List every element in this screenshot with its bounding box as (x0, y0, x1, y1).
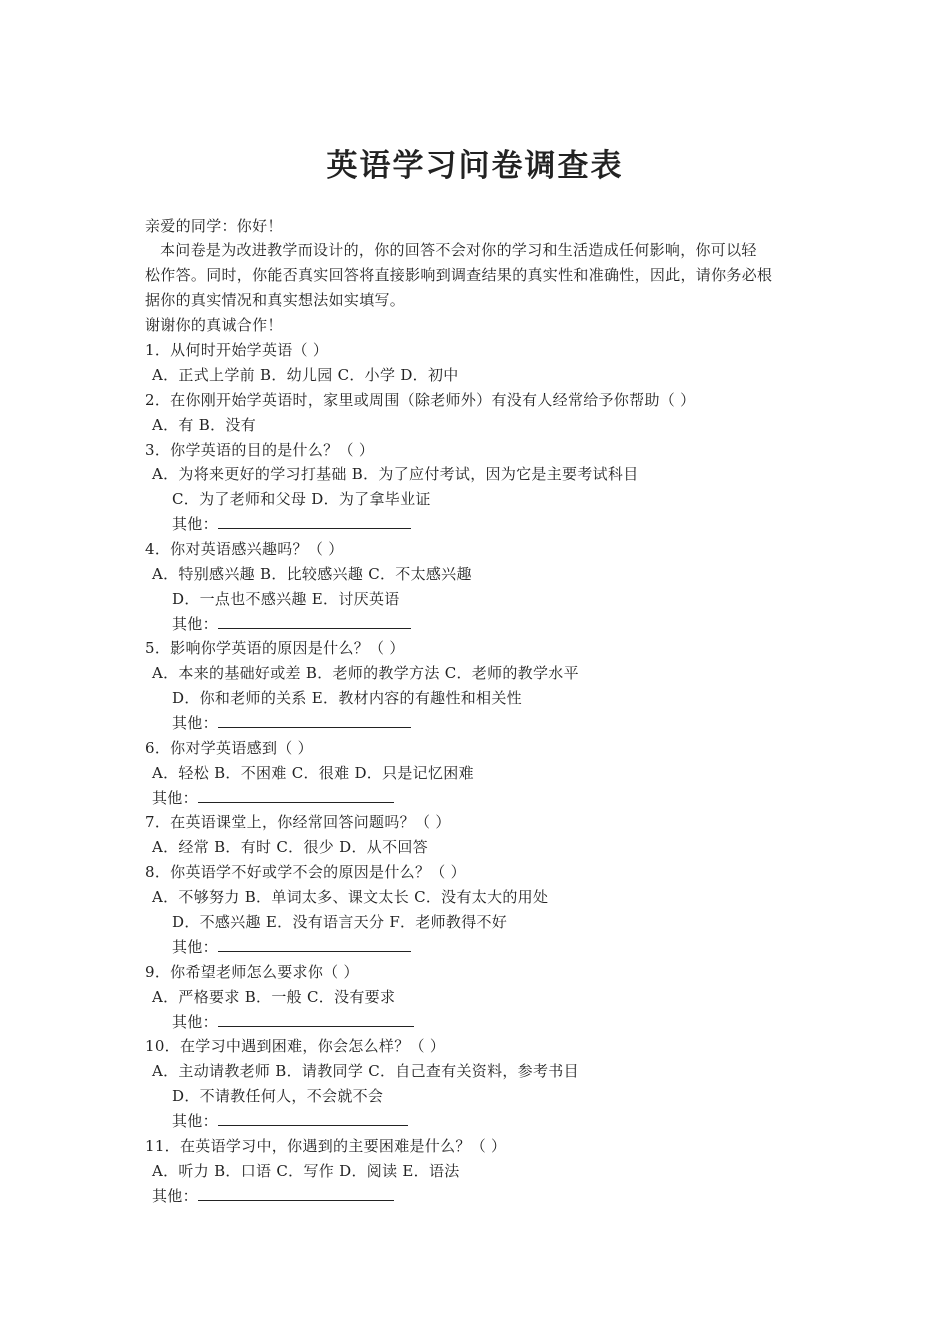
question-3-options-1: A．为将来更好的学习打基础 B．为了应付考试，因为它是主要考试科目 (152, 465, 639, 483)
question-3-other (172, 512, 411, 536)
other-answer-blank[interactable] (218, 936, 411, 952)
other-answer-blank[interactable] (218, 513, 411, 529)
other-answer-blank[interactable] (198, 787, 394, 803)
question-4: 4．你对英语感兴趣吗？（ ） (145, 540, 344, 558)
other-label: 其他： (172, 938, 218, 956)
question-6-options: A．轻松 B．不困难 C．很难 D．只是记忆困难 (152, 764, 474, 782)
intro-line-2: 松作答。同时，你能否真实回答将直接影响到调查结果的真实性和准确性，因此，请你务必根 (145, 266, 773, 284)
question-5-options-1: A．本来的基础好或差 B．老师的教学方法 C．老师的教学水平 (152, 664, 579, 682)
question-10: 10．在学习中遇到困难，你会怎么样？（ ） (145, 1037, 446, 1055)
question-4-options-2: D．一点也不感兴趣 E．讨厌英语 (172, 590, 400, 608)
intro-line-3: 据你的真实情况和真实想法如实填写。 (145, 291, 406, 309)
question-6: 6．你对学英语感到（ ） (145, 739, 313, 757)
other-label: 其他： (172, 615, 218, 633)
question-10-options-1: A．主动请教老师 B．请教同学 C．自己查有关资料，参考书目 (152, 1062, 579, 1080)
question-8: 8．你英语学不好或学不会的原因是什么？（ ） (145, 863, 466, 881)
other-label: 其他： (172, 714, 218, 732)
other-answer-blank[interactable] (218, 1011, 414, 1027)
other-label: 其他： (172, 1112, 218, 1130)
question-9-other (172, 1010, 414, 1034)
question-3-options-2: C．为了老师和父母 D．为了拿毕业证 (172, 490, 431, 508)
question-8-options-1: A．不够努力 B．单词太多、课文太长 C．没有太大的用处 (152, 888, 549, 906)
question-4-options-1: A．特别感兴趣 B．比较感兴趣 C．不太感兴趣 (152, 565, 472, 583)
question-5-other (172, 711, 411, 735)
question-10-other (172, 1109, 408, 1133)
question-6-other (152, 786, 394, 810)
question-9: 9．你希望老师怎么要求你（ ） (145, 963, 359, 981)
question-1: 1．从何时开始学英语（ ） (145, 341, 329, 359)
question-11-options: A．听力 B．口语 C．写作 D．阅读 E．语法 (152, 1162, 460, 1180)
question-5: 5．影响你学英语的原因是什么？（ ） (145, 639, 405, 657)
other-label: 其他： (152, 1187, 198, 1205)
question-11: 11．在英语学习中，你遇到的主要困难是什么？（ ） (145, 1137, 507, 1155)
other-answer-blank[interactable] (218, 1110, 408, 1126)
question-1-options: A．正式上学前 B．幼儿园 C．小学 D．初中 (152, 366, 459, 384)
question-7-options: A．经常 B．有时 C．很少 D．从不回答 (152, 838, 428, 856)
document-title: 英语学习问卷调查表 (326, 148, 624, 184)
question-8-other (172, 935, 411, 959)
greeting: 亲爱的同学：你好！ (145, 217, 283, 235)
question-7: 7．在英语课堂上，你经常回答问题吗？（ ） (145, 813, 451, 831)
other-answer-blank[interactable] (198, 1185, 394, 1201)
question-10-options-2: D．不请教任何人，不会就不会 (172, 1087, 384, 1105)
question-11-other (152, 1184, 394, 1208)
other-label: 其他： (172, 1013, 218, 1031)
question-5-options-2: D．你和老师的关系 E．教材内容的有趣性和相关性 (172, 689, 522, 707)
question-2-options: A．有 B．没有 (152, 416, 257, 434)
other-label: 其他： (172, 515, 218, 533)
question-2: 2．在你刚开始学英语时，家里或周围（除老师外）有没有人经常给予你帮助（ ） (145, 391, 696, 409)
intro-line-1: 本问卷是为改进教学而设计的，你的回答不会对你的学习和生活造成任何影响，你可以轻 (160, 241, 757, 259)
question-9-options: A．严格要求 B．一般 C．没有要求 (152, 988, 396, 1006)
question-8-options-2: D．不感兴趣 E．没有语言天分 F．老师教得不好 (172, 913, 508, 931)
question-3: 3．你学英语的目的是什么？（ ） (145, 441, 375, 459)
other-answer-blank[interactable] (218, 613, 411, 629)
question-4-other (172, 612, 411, 636)
thanks-line: 谢谢你的真诚合作！ (145, 316, 283, 334)
other-answer-blank[interactable] (218, 712, 411, 728)
other-label: 其他： (152, 789, 198, 807)
